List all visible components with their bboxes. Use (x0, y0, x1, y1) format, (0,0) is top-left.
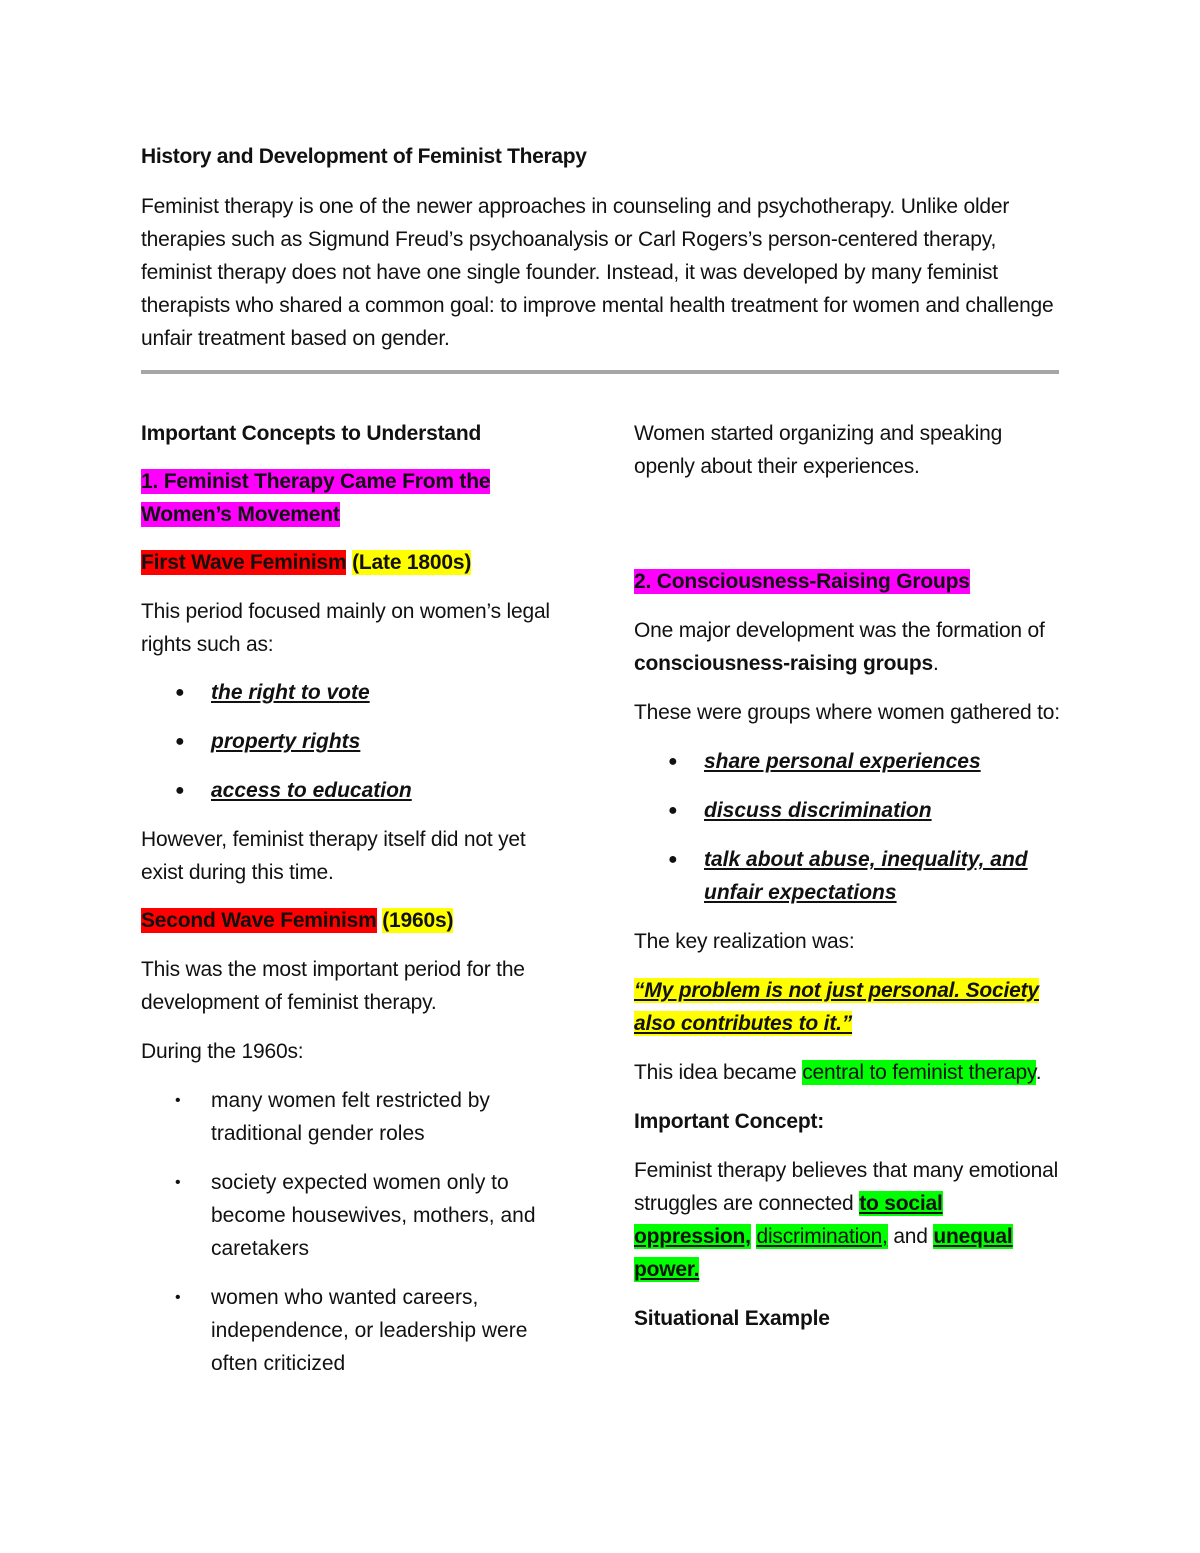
key-realization-text: The key realization was: (634, 930, 855, 953)
second-wave-label: Second Wave Feminism (141, 909, 377, 932)
bullet-icon: ● (175, 782, 185, 799)
list-item-text: women who wanted careers, independence, or leadership were often criticized (211, 1286, 528, 1375)
idea-text (634, 1056, 1064, 1089)
believes-highlight-2: discrimination, (756, 1225, 888, 1248)
list-item (634, 843, 1064, 909)
believes-highlight-3: unequal power. (634, 1225, 1013, 1281)
believes-text (634, 1154, 1064, 1286)
intro-paragraph: Feminist therapy is one of the newer approaches in counseling and psychotherapy. Unlike older therapies such as Sigmund Freud’s psychoanalysis or Carl Rogers’s person-centered therapy, feminist therapy does not have one single founder. Instead, it was developed by many feminist therapists who shared a common goal: to improve mental health treatment for women and challenge unfair treatment based on gender. (141, 195, 1054, 350)
list-item-text: share personal experiences (704, 750, 981, 773)
major-development-pre: One major development was the formation of (634, 619, 1045, 642)
organizing-text: Women started organizing and speaking openly about their experiences. (634, 422, 1003, 478)
list-item-text: talk about abuse, inequality, and unfair expectations (704, 848, 1028, 904)
bullet-icon: • (175, 1174, 181, 1191)
situational-example-heading: Situational Example (634, 1307, 830, 1330)
list-item-text: property rights (211, 730, 361, 753)
list-item-text: many women felt restricted by traditional gender roles (211, 1089, 490, 1145)
list-item (141, 676, 571, 709)
list-item-text: access to education (211, 779, 412, 802)
left-column (141, 417, 571, 1380)
second-wave-period: (1960s) (382, 909, 454, 932)
list-item (141, 1084, 571, 1150)
list-item (141, 1281, 571, 1380)
concepts-heading: Important Concepts to Understand (141, 422, 482, 445)
first-wave-label: First Wave Feminism (141, 551, 347, 574)
second-wave-heading (141, 904, 571, 937)
right-column (634, 417, 1064, 1335)
section-2-heading-text: 2. Consciousness-Raising Groups (634, 570, 970, 593)
important-concept-heading: Important Concept: (634, 1110, 825, 1133)
groups-text: These were groups where women gathered to: (634, 701, 1060, 724)
document-title: History and Development of Feminist Therapy (141, 145, 587, 168)
bullet-icon: ● (668, 802, 678, 819)
first-wave-period: (Late 1800s) (352, 551, 472, 574)
bullet-icon: ● (668, 851, 678, 868)
first-wave-note: However, feminist therapy itself did not yet exist during this time. (141, 828, 526, 884)
believes-and: and (893, 1225, 928, 1248)
second-wave-text: This was the most important period for the development of feminist therapy. (141, 958, 525, 1014)
section-2-heading (634, 565, 1064, 598)
list-item (141, 774, 571, 807)
bullet-icon: ● (175, 733, 185, 750)
horizontal-divider (141, 370, 1059, 374)
major-development-bold: consciousness-raising groups (634, 652, 933, 675)
idea-post: . (1035, 1061, 1042, 1084)
during-heading: During the 1960s: (141, 1040, 304, 1063)
first-wave-list (141, 676, 571, 807)
bullet-icon: ● (668, 753, 678, 770)
groups-list (634, 745, 1064, 909)
list-item-text: society expected women only to become housewives, mothers, and caretakers (211, 1171, 536, 1260)
list-item-text: the right to vote (211, 681, 370, 704)
list-item-text: discuss discrimination (704, 799, 932, 822)
section-1-heading (141, 465, 571, 531)
list-item (141, 1166, 571, 1265)
bullet-icon: ● (175, 684, 185, 701)
first-wave-heading (141, 546, 571, 579)
during-list (141, 1084, 571, 1380)
first-wave-text: This period focused mainly on women’s legal rights such as: (141, 600, 550, 656)
bullet-icon: • (175, 1289, 181, 1306)
idea-highlight: central to feminist therapy (802, 1061, 1036, 1084)
believes-highlight-1: to social oppression, (634, 1192, 943, 1248)
idea-pre: This idea became (634, 1061, 803, 1084)
section-1-heading-text: 1. Feminist Therapy Came From the Women’s Movement (141, 470, 491, 526)
bullet-icon: • (175, 1092, 181, 1109)
list-item (141, 725, 571, 758)
major-development-post: . (932, 652, 939, 675)
believes-pre: Feminist therapy believes that many emotional struggles are connected (634, 1159, 1059, 1215)
quote (634, 974, 1064, 1040)
quote-text: “My problem is not just personal. Society also contributes to it.” (634, 979, 1039, 1035)
list-item (634, 794, 1064, 827)
list-item (634, 745, 1064, 778)
major-development-text (634, 614, 1064, 680)
